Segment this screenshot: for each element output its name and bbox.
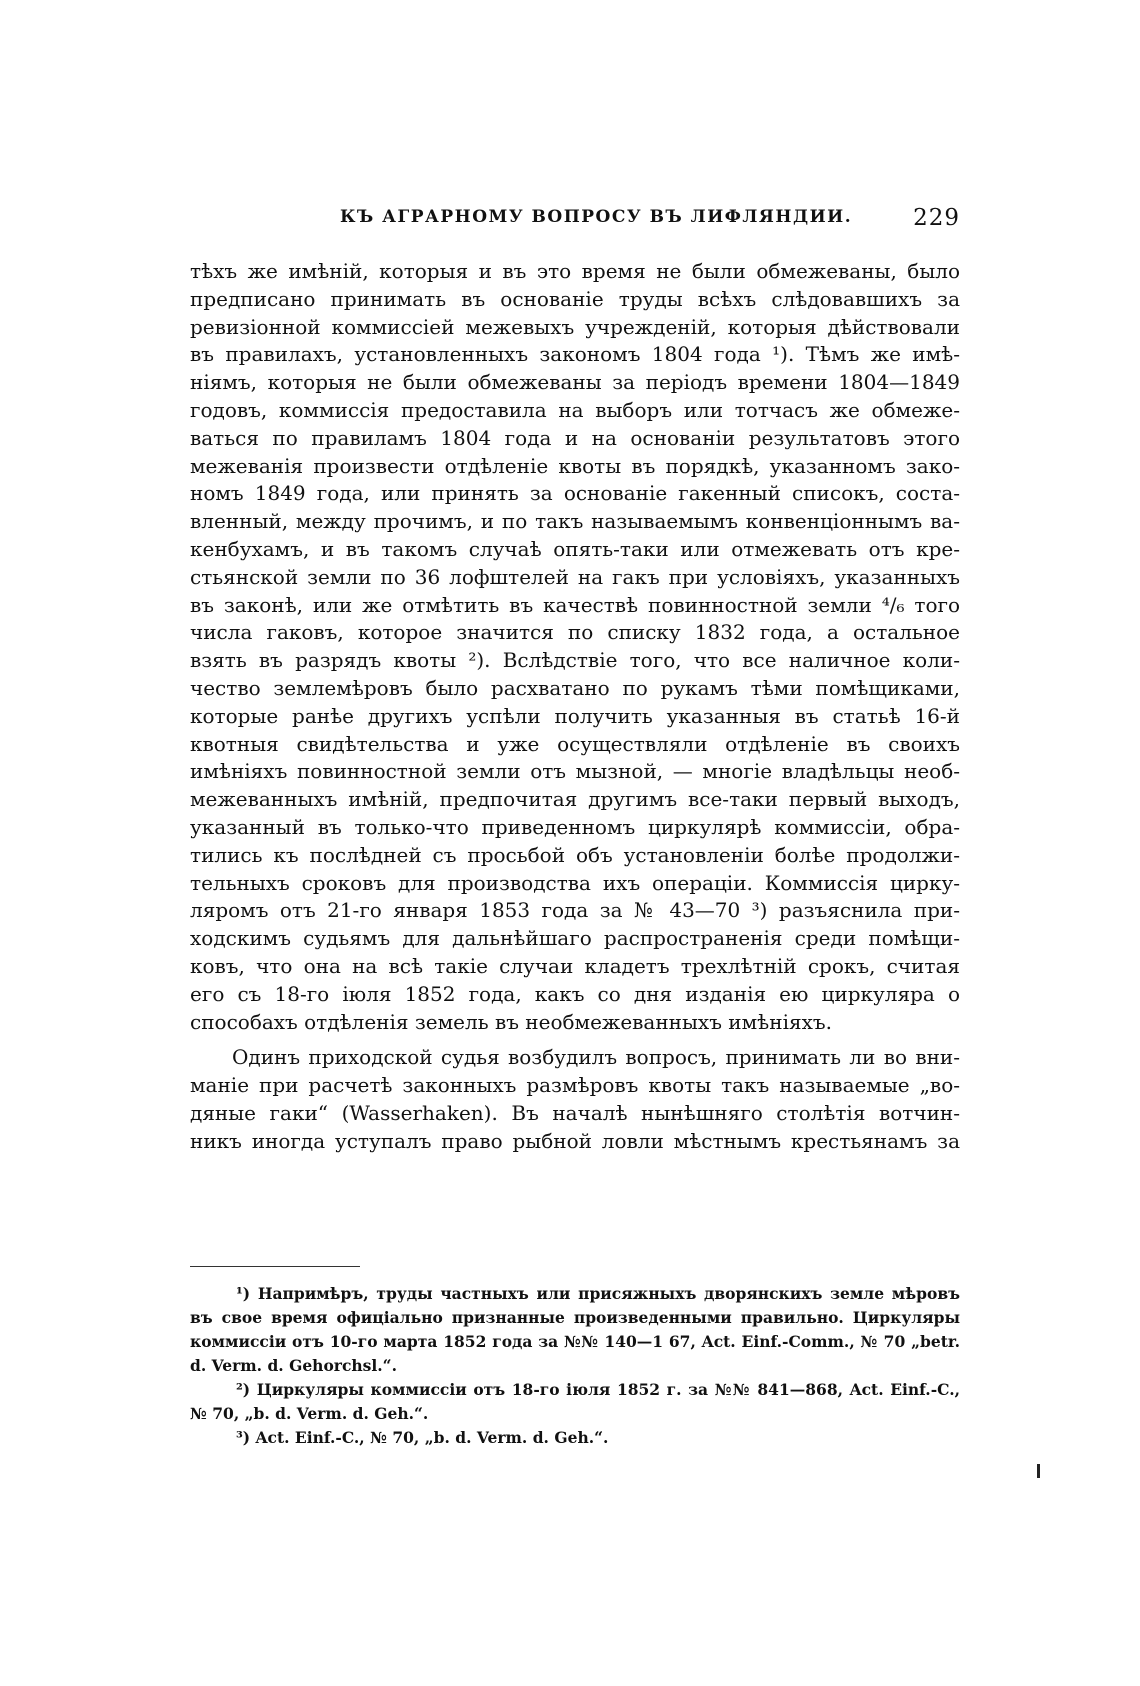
page-number: 229 bbox=[913, 205, 960, 231]
text-line: маніе при расчетѣ законныхъ размѣровъ квоты такъ называемые „во- bbox=[190, 1073, 960, 1098]
footnote-divider bbox=[190, 1266, 360, 1267]
text-line: его съ 18-го іюля 1852 года, какъ со дня изданія ею циркуляра о bbox=[190, 981, 960, 1006]
paragraph-2 bbox=[190, 1044, 960, 1155]
main-text bbox=[190, 258, 960, 1156]
text-line: Одинъ приходской судья возбудилъ вопросъ, принимать ли во вни- bbox=[232, 1045, 960, 1070]
text-line: въ правилахъ, установленныхъ закономъ 1804 года ¹). Тѣмъ же имѣ- bbox=[190, 342, 960, 367]
text-line: квотныя свидѣтельства и уже осуществляли отдѣленіе въ своихъ bbox=[190, 731, 960, 756]
footnote-3: ³) Act. Einf.-C., № 70, „b. d. Verm. d. Geh.“. bbox=[236, 1428, 609, 1447]
text-line: кенбухамъ, и въ такомъ случаѣ опять-таки или отмежевать отъ кре- bbox=[190, 536, 960, 561]
text-line: тельныхъ сроковъ для производства ихъ операціи. Коммиссія цирку- bbox=[190, 870, 960, 895]
text-line: ходскимъ судьямъ для дальнѣйшаго распространенія среди помѣщи- bbox=[190, 926, 960, 951]
text-line: которые ранѣе другихъ успѣли получить указанныя въ статьѣ 16-й bbox=[190, 703, 960, 728]
text-line: предписано принимать въ основаніе труды всѣхъ слѣдовавшихъ за bbox=[190, 286, 960, 311]
text-line: никъ иногда уступалъ право рыбной ловли мѣстнымъ крестьянамъ за bbox=[190, 1128, 960, 1153]
text-line: годовъ, коммиссія предоставила на выборъ или тотчасъ же обмеже- bbox=[190, 397, 960, 422]
text-line: тѣхъ же имѣній, которыя и въ это время не были обмежеваны, было bbox=[190, 259, 960, 283]
text-line: числа гаковъ, которое значится по списку 1832 года, а остальное bbox=[190, 620, 960, 645]
paragraph-1 bbox=[190, 258, 960, 1036]
scan-artifact-mark bbox=[1037, 1464, 1040, 1478]
text-line: тились къ послѣдней съ просьбой объ установленіи болѣе продолжи- bbox=[190, 842, 960, 867]
text-line: въ законѣ, или же отмѣтить въ качествѣ повинностной земли ⁴/₆ того bbox=[190, 592, 960, 617]
text-line: ваться по правиламъ 1804 года и на основаніи результатовъ этого bbox=[190, 425, 960, 450]
page-header bbox=[190, 205, 960, 235]
text-line: стьянской земли по 36 лофштелей на гакъ при условіяхъ, указанныхъ bbox=[190, 564, 960, 589]
text-line: вленный, между прочимъ, и по такъ называемымъ конвенціоннымъ ва- bbox=[190, 509, 960, 534]
running-title: КЪ АГРАРНОМУ ВОПРОСУ ВЪ ЛИФЛЯНДИИ. bbox=[340, 207, 853, 227]
text-line: ляромъ отъ 21-го января 1853 года за № 43—70 ³) разъяснила при- bbox=[190, 898, 960, 923]
text-line: взять въ разрядъ квоты ²). Вслѣдствіе того, что все наличное коли- bbox=[190, 648, 960, 673]
text-line: ревизіонной коммиссіей межевыхъ учрежденій, которыя дѣйствовали bbox=[190, 314, 960, 339]
text-line: чество землемѣровъ было расхватано по рукамъ тѣми помѣщиками, bbox=[190, 675, 960, 700]
text-line: ковъ, что она на всѣ такіе случаи кладетъ трехлѣтній срокъ, считая bbox=[190, 953, 960, 978]
footnote-1: ¹) Напримѣръ, труды частныхъ или присяжныхъ дворянскихъ земле мѣровъ въ свое время офиціально признанные произведенными правильно. Циркуляры коммиссіи отъ 10-го марта 1852 года за №№ 140—1 67, Act. Einf.-Comm., № 70 „betr. d. Verm. d. Gehorchsl.“. bbox=[190, 1284, 960, 1375]
footnotes bbox=[190, 1282, 960, 1450]
text-line: дяные гаки“ (Wasserhaken). Въ началѣ нынѣшняго столѣтія вотчин- bbox=[190, 1100, 960, 1125]
text-line: имѣніяхъ повинностной земли отъ мызной, — многіе владѣльцы необ- bbox=[190, 759, 960, 784]
text-line: номъ 1849 года, или принять за основаніе гакенный списокъ, соста- bbox=[190, 481, 960, 506]
footnote-2: ²) Циркуляры коммиссіи отъ 18-го іюля 1852 г. за №№ 841—868, Act. Einf.-C., № 70, „b. d. Verm. d. Geh.“. bbox=[190, 1380, 960, 1423]
text-line: указанный въ только-что приведенномъ циркулярѣ коммиссіи, обра- bbox=[190, 814, 960, 839]
text-line: способахъ отдѣленія земель въ необмежеванныхъ имѣніяхъ. bbox=[190, 1009, 832, 1034]
text-line: ніямъ, которыя не были обмежеваны за періодъ времени 1804—1849 bbox=[190, 370, 960, 395]
text-line: межеванныхъ имѣній, предпочитая другимъ все-таки первый выходъ, bbox=[190, 787, 960, 812]
text-line: межеванія произвести отдѣленіе квоты въ порядкѣ, указанномъ зако- bbox=[190, 453, 960, 478]
